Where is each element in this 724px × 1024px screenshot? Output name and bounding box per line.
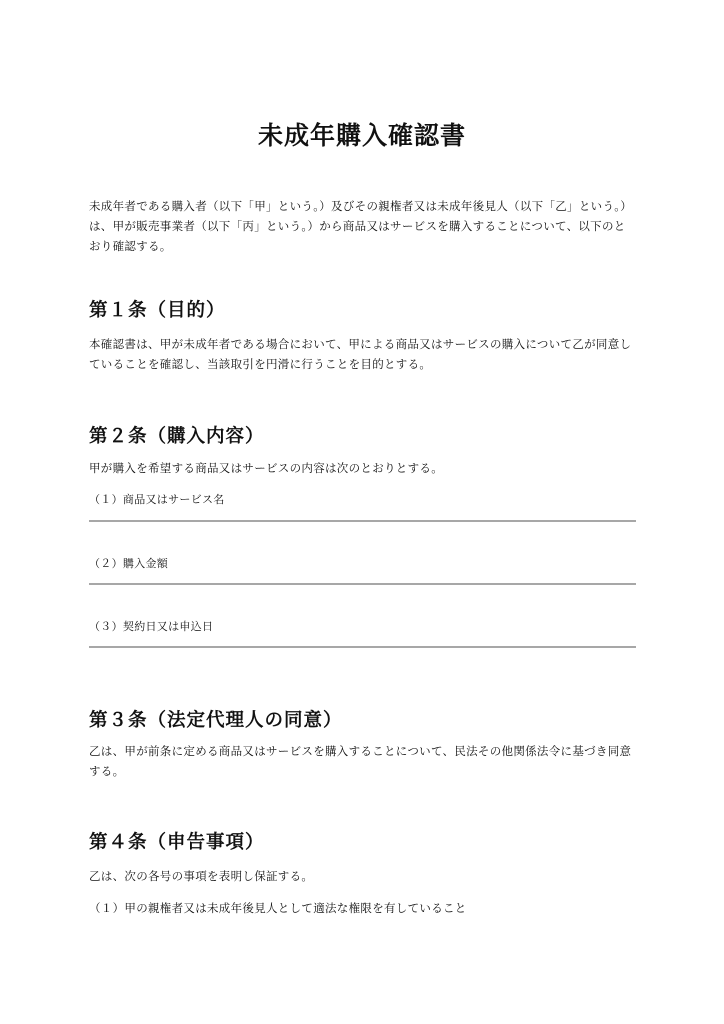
field-line-product-name[interactable] bbox=[89, 520, 636, 522]
field-label-product-name: （１）商品又はサービス名 bbox=[89, 493, 225, 506]
field-label-purchase-amount: （２）購入金額 bbox=[89, 557, 169, 570]
article-1-body: 本確認書は、甲が未成年者である場合において、甲による商品又はサービスの購入について乙が同意していることを確認し、当該取引を円滑に行うことを目的とする。 bbox=[89, 337, 632, 371]
article-3-body: 乙は、甲が前条に定める商品又はサービスを購入することについて、民法その他関係法令に基づき同意する。 bbox=[89, 744, 632, 778]
field-label-contract-date: （３）契約日又は申込日 bbox=[89, 620, 214, 633]
article-2-body: 甲が購入を希望する商品又はサービスの内容は次のとおりとする。 bbox=[89, 461, 443, 475]
article-4-item-1: （１）甲の親権者又は未成年後見人として適法な権限を有していること bbox=[89, 901, 467, 915]
article-4-heading: 第４条（申告事項） bbox=[89, 832, 265, 853]
intro-paragraph: 未成年者である購入者（以下「甲」という。）及びその親権者又は未成年後見人（以下「乙」という。）は、甲が販売事業者（以下「丙」という。）から商品又はサービスを購入することについて、以下のとおり確認する。 bbox=[89, 199, 633, 253]
field-line-purchase-amount[interactable] bbox=[89, 583, 636, 585]
field-line-contract-date[interactable] bbox=[89, 646, 636, 648]
document-title: 未成年購入確認書 bbox=[257, 121, 466, 150]
article-4-body: 乙は、次の各号の事項を表明し保証する。 bbox=[89, 869, 314, 883]
article-1-heading: 第１条（目的） bbox=[89, 300, 226, 321]
article-3-heading: 第３条（法定代理人の同意） bbox=[89, 710, 343, 731]
article-2-heading: 第２条（購入内容） bbox=[89, 426, 265, 447]
